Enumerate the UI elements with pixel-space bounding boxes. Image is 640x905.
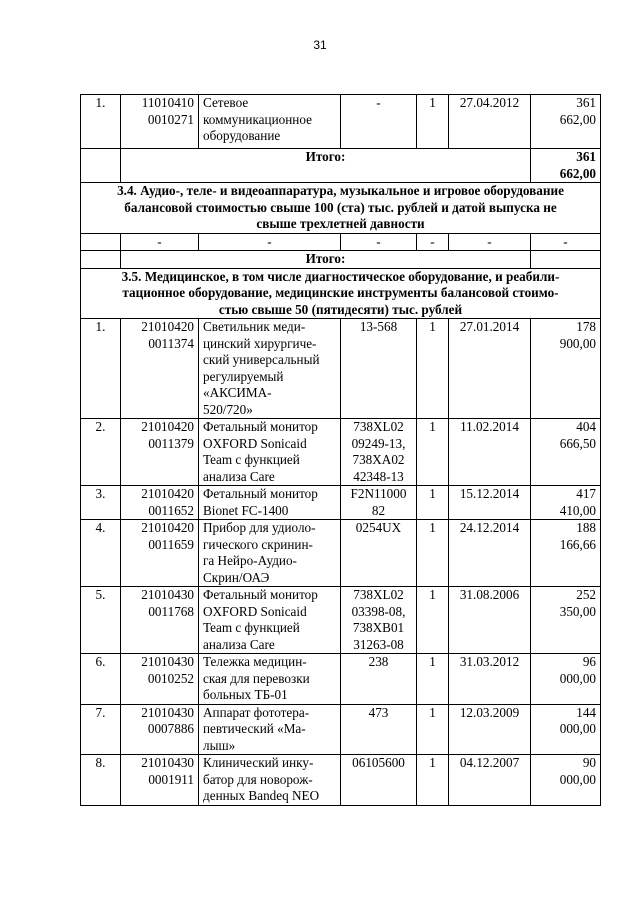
quantity: [417, 95, 449, 149]
empty-row: [81, 233, 601, 251]
model-serial-line: 738XA02: [352, 452, 405, 467]
quantity-line: 1: [429, 419, 436, 434]
item-name-line: Фетальный монитор: [203, 587, 318, 602]
row-number: [81, 587, 121, 654]
item-name: [199, 95, 341, 149]
book-value: [531, 319, 601, 419]
section-heading-line: свыше трехлетней давности: [256, 216, 425, 231]
inventory-number: [121, 95, 199, 149]
item-name: [199, 704, 341, 755]
item-name: [199, 319, 341, 419]
inventory-number: [121, 319, 199, 419]
inventory-number: [121, 520, 199, 587]
item-name-line: 520/720»: [203, 401, 253, 417]
model-serial-line: 738XL02: [353, 587, 404, 602]
item-name-line: Тележка медицин-: [203, 654, 307, 669]
book-value-line: 000,00: [559, 721, 596, 736]
item-name-line: Прибор для удиоло-: [203, 520, 316, 535]
row-number: [81, 419, 121, 486]
total-value-line: 361: [576, 149, 596, 164]
row-number-line: 3.: [95, 486, 106, 501]
item-name-line: Клинический инку-: [203, 755, 314, 770]
acquisition-date: [449, 654, 531, 705]
dash-cell-line: -: [267, 233, 272, 249]
inventory-number: [121, 654, 199, 705]
quantity-line: 1: [429, 587, 436, 602]
item-name-line: ская для перевозки: [203, 670, 310, 686]
item-name-line: оборудование: [203, 128, 281, 143]
total-row: [81, 251, 601, 269]
book-value-line: 361: [576, 95, 596, 110]
item-name-line: больных ТБ-01: [203, 687, 288, 702]
dash-cell-line: -: [430, 233, 435, 249]
total-label: [121, 149, 531, 183]
section-heading-line: тационное оборудование, медицинские инструменты балансовой стоимо-: [122, 285, 559, 300]
item-name-line: коммуникационное: [203, 111, 312, 127]
item-name-line: анализа Care: [203, 468, 275, 484]
table-row: [81, 587, 601, 654]
item-name: [199, 520, 341, 587]
table-row: [81, 95, 601, 149]
inventory-number-line: 0011379: [148, 435, 194, 451]
item-name-line: регулируемый: [203, 368, 284, 384]
table-row: [81, 704, 601, 755]
inventory-number-line: 21010430: [141, 654, 194, 669]
inventory-number-line: 0010271: [147, 111, 194, 127]
book-value: [531, 704, 601, 755]
item-name-line: Светильник меди-: [203, 319, 306, 334]
model-serial-line: 473: [368, 704, 389, 720]
section-heading-line: балансовой стоимостью свыше 100 (ста) тыс. рублей и датой выпуска не: [124, 199, 557, 215]
item-name-line: ский универсальный: [203, 352, 320, 367]
table-row: [81, 654, 601, 705]
section-heading-row: [81, 268, 601, 319]
quantity: [417, 704, 449, 755]
acquisition-date-line: 27.01.2014: [459, 319, 520, 334]
book-value-line: 417: [576, 486, 596, 501]
item-name: [199, 419, 341, 486]
total-label: [121, 251, 531, 269]
book-value-line: 166,66: [559, 536, 596, 552]
row-number-line: 8.: [95, 755, 106, 770]
item-name-line: OXFORD Sonicaid: [203, 435, 307, 451]
book-value: [531, 419, 601, 486]
inventory-number-line: 21010430: [141, 755, 194, 770]
model-serial-line: 82: [371, 502, 386, 518]
item-name-line: гического скринин-: [203, 536, 313, 552]
acquisition-date-line: 24.12.2014: [459, 520, 520, 535]
table-row: [81, 520, 601, 587]
model-serial-line: 06105600: [352, 755, 405, 770]
inventory-number-line: 11010410: [141, 95, 194, 110]
model-serial-line: F2N11000: [350, 486, 407, 501]
quantity: [417, 654, 449, 705]
dash-cell: [199, 233, 341, 251]
row-number: [81, 486, 121, 520]
inventory-number-line: 0001911: [148, 771, 194, 787]
book-value: [531, 95, 601, 149]
section-heading-line: 3.5. Медицинское, в том числе диагностическое оборудование, и реабили-: [121, 268, 560, 284]
book-value: [531, 587, 601, 654]
model-serial: [341, 319, 417, 419]
quantity: [417, 419, 449, 486]
item-name-line: Аппарат фототера-: [203, 704, 310, 720]
book-value-line: 662,00: [559, 111, 596, 127]
model-serial-line: 238: [368, 654, 389, 669]
model-serial-line: 09249-13,: [351, 435, 406, 451]
book-value: [531, 755, 601, 806]
acquisition-date: [449, 319, 531, 419]
row-number-line: 1.: [95, 95, 106, 110]
blank-cell: [81, 149, 121, 183]
blank-cell: [81, 251, 121, 269]
item-name-line: Bionet FC-1400: [203, 502, 289, 518]
page-number: 31: [313, 38, 327, 52]
acquisition-date: [449, 755, 531, 806]
acquisition-date: [449, 419, 531, 486]
row-number-line: 2.: [95, 419, 106, 434]
book-value-line: 96: [582, 654, 596, 669]
dash-cell: [531, 233, 601, 251]
item-name: [199, 654, 341, 705]
acquisition-date: [449, 704, 531, 755]
item-name-line: «АКСИМА-: [203, 385, 272, 400]
acquisition-date: [449, 520, 531, 587]
total-label-line: Итого:: [305, 251, 346, 266]
item-name-line: Фетальный монитор: [203, 486, 318, 501]
item-name-line: га Нейро-Аудио-: [203, 553, 297, 568]
inventory-number: [121, 755, 199, 806]
acquisition-date-line: 12.03.2009: [459, 704, 520, 720]
dash-cell: [417, 233, 449, 251]
item-name-line: цинский хирургиче-: [203, 335, 317, 351]
row-number-line: 1.: [95, 319, 106, 334]
book-value: [531, 520, 601, 587]
total-label-line: Итого:: [305, 149, 346, 164]
item-name-line: анализа Care: [203, 636, 275, 652]
book-value-line: 900,00: [559, 335, 596, 351]
inventory-number: [121, 704, 199, 755]
inventory-number-line: 0011659: [148, 536, 194, 552]
model-serial: [341, 520, 417, 587]
model-serial-line: 0254UX: [355, 520, 402, 535]
total-value: [531, 149, 601, 183]
quantity: [417, 486, 449, 520]
model-serial: [341, 95, 417, 149]
total-row: [81, 149, 601, 183]
inventory-number-line: 21010420: [141, 486, 194, 501]
row-number: [81, 520, 121, 587]
book-value-line: 178: [576, 319, 596, 334]
quantity-line: 1: [429, 755, 436, 770]
inventory-number-line: 0007886: [147, 721, 194, 736]
model-serial: [341, 654, 417, 705]
quantity-line: 1: [429, 486, 436, 501]
model-serial-line: 03398-08,: [351, 603, 406, 619]
quantity-line: 1: [429, 520, 436, 535]
model-serial-line: 31263-08: [353, 636, 404, 652]
quantity: [417, 755, 449, 806]
model-serial: [341, 704, 417, 755]
book-value-line: 252: [576, 587, 596, 602]
book-value-line: 404: [576, 419, 596, 434]
inventory-number-line: 0011652: [148, 502, 194, 518]
quantity-line: 1: [429, 704, 436, 720]
inventory-number-line: 21010420: [141, 319, 194, 334]
book-value-line: 666,50: [559, 435, 596, 451]
dash-cell: [121, 233, 199, 251]
item-name-line: Скрин/ОАЭ: [203, 569, 270, 585]
inventory-number-line: 0011374: [148, 335, 194, 351]
book-value-line: 000,00: [559, 670, 596, 686]
quantity: [417, 520, 449, 587]
row-number-line: 6.: [95, 654, 106, 669]
item-name: [199, 755, 341, 806]
model-serial-line: 13-568: [359, 319, 398, 334]
dash-cell: [341, 233, 417, 251]
item-name-line: OXFORD Sonicaid: [203, 603, 307, 619]
section-heading: [81, 183, 601, 234]
row-number: [81, 704, 121, 755]
acquisition-date-line: 04.12.2007: [459, 755, 520, 770]
book-value: [531, 654, 601, 705]
model-serial-line: -: [376, 95, 381, 110]
row-number-line: 4.: [95, 520, 106, 535]
item-name-line: батор для новорож-: [203, 771, 313, 787]
model-serial: [341, 755, 417, 806]
model-serial: [341, 486, 417, 520]
row-number: [81, 755, 121, 806]
acquisition-date-line: 31.03.2012: [459, 654, 520, 669]
total-value-line: 662,00: [559, 165, 596, 181]
quantity-line: 1: [429, 95, 436, 110]
inventory-table: [80, 94, 601, 806]
table-row: [81, 486, 601, 520]
dash-cell: [449, 233, 531, 251]
item-name-line: Фетальный монитор: [203, 419, 318, 434]
dash-cell-line: -: [157, 233, 162, 249]
book-value: [531, 486, 601, 520]
acquisition-date-line: 27.04.2012: [459, 95, 520, 110]
model-serial-line: 738XL02: [353, 419, 404, 434]
section-heading-line: стью свыше 50 (пятидесяти) тыс. рублей: [218, 301, 463, 317]
row-number-line: 5.: [95, 587, 106, 602]
table-row: [81, 755, 601, 806]
book-value-line: 000,00: [559, 771, 596, 787]
row-number: [81, 319, 121, 419]
row-number: [81, 95, 121, 149]
item-name-line: Сетевое: [203, 95, 249, 110]
acquisition-date: [449, 95, 531, 149]
row-number: [81, 654, 121, 705]
model-serial: [341, 419, 417, 486]
book-value-line: 90: [582, 755, 596, 770]
dash-cell-line: -: [487, 233, 492, 249]
dash-cell-line: -: [376, 233, 381, 249]
item-name-line: Team с функцией: [203, 452, 300, 467]
inventory-number: [121, 419, 199, 486]
inventory-number-line: 21010420: [141, 419, 194, 434]
book-value-line: 410,00: [559, 502, 596, 518]
acquisition-date-line: 11.02.2014: [460, 419, 519, 434]
inventory-number-line: 0011768: [148, 603, 194, 619]
inventory-number-line: 21010430: [141, 704, 194, 720]
inventory-table-body: [81, 95, 601, 806]
item-name-line: певтический «Ма-: [203, 721, 306, 736]
item-name-line: денных Bandeq NEO: [203, 788, 320, 803]
item-name-line: Team с функцией: [203, 620, 300, 635]
inventory-number-line: 21010420: [141, 520, 194, 535]
item-name: [199, 587, 341, 654]
blank-cell: [81, 233, 121, 251]
quantity-line: 1: [429, 319, 436, 334]
total-value: [531, 251, 601, 269]
quantity: [417, 587, 449, 654]
book-value-line: 144: [576, 704, 596, 720]
inventory-number-line: 0010252: [147, 670, 194, 686]
inventory-number: [121, 486, 199, 520]
item-name-line: лыш»: [203, 737, 236, 753]
acquisition-date-line: 15.12.2014: [459, 486, 520, 501]
acquisition-date-line: 31.08.2006: [459, 587, 520, 602]
quantity-line: 1: [429, 654, 436, 669]
quantity: [417, 319, 449, 419]
section-heading: [81, 268, 601, 319]
model-serial-line: 42348-13: [353, 468, 404, 484]
row-number-line: 7.: [95, 704, 106, 720]
acquisition-date: [449, 587, 531, 654]
book-value-line: 188: [576, 520, 596, 535]
table-row: [81, 319, 601, 419]
model-serial-line: 738XB01: [352, 620, 405, 635]
section-heading-row: [81, 183, 601, 234]
model-serial: [341, 587, 417, 654]
acquisition-date: [449, 486, 531, 520]
dash-cell-line: -: [563, 233, 568, 249]
item-name: [199, 486, 341, 520]
inventory-number-line: 21010430: [141, 587, 194, 602]
section-heading-line: 3.4. Аудио-, теле- и видеоаппаратура, музыкальное и игровое оборудование: [117, 183, 564, 198]
book-value-line: 350,00: [559, 603, 596, 619]
inventory-number: [121, 587, 199, 654]
table-row: [81, 419, 601, 486]
